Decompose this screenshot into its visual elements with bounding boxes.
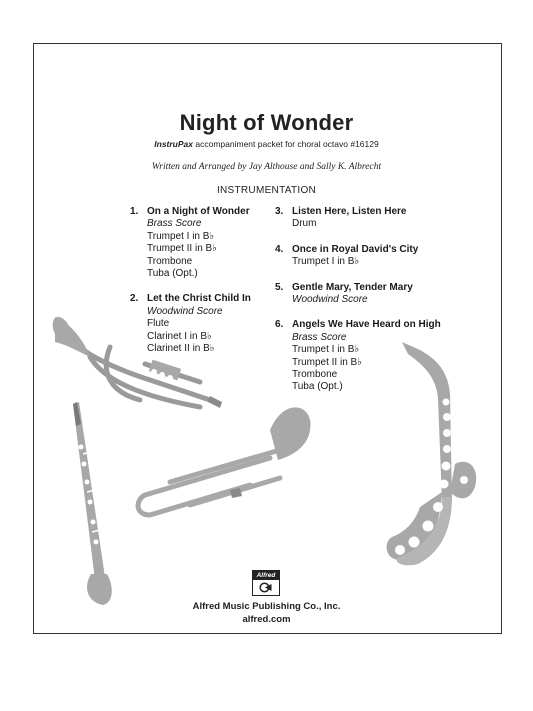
part-item: Trumpet I in B♭ [147, 230, 215, 242]
song-heading [130, 206, 251, 218]
part-item: Trumpet I in B♭ [292, 344, 360, 356]
part-item: Tuba (Opt.) [147, 268, 198, 280]
publisher-url: alfred.com [242, 614, 291, 625]
song-number: 2. [130, 293, 139, 305]
song-entry [130, 206, 251, 280]
song-number: 5. [275, 281, 284, 293]
score-label: Brass Score [147, 218, 202, 230]
subtitle [0, 139, 533, 149]
part-item: Trombone [147, 255, 193, 267]
part-item: Tuba (Opt.) [292, 381, 343, 393]
subtitle-text: accompaniment packet for choral octavo #16129 [193, 139, 379, 149]
song-heading [275, 206, 441, 218]
song-title: Angels We Have Heard on High [292, 319, 441, 331]
part-item: Trumpet II in B♭ [147, 243, 217, 255]
part-item: Clarinet II in B♭ [147, 343, 215, 355]
part-item: Flute [147, 318, 170, 330]
clarinet-icon [65, 402, 120, 607]
part-list [275, 218, 441, 230]
part-item: Trombone [292, 369, 338, 381]
alfred-logo-mark-icon [259, 582, 272, 593]
song-title: On a Night of Wonder [147, 206, 250, 217]
score-label: Brass Score [292, 331, 347, 343]
part-list [275, 256, 441, 268]
subtitle-brand: InstruPax [154, 139, 194, 149]
song-entry [275, 244, 441, 269]
credits: Written and Arranged by Jay Althouse and Sally K. Albrecht [151, 162, 382, 172]
score-label: Woodwind Score [292, 294, 368, 306]
song-number: 6. [275, 319, 284, 331]
part-item: Trumpet II in B♭ [292, 356, 362, 368]
score-label: Woodwind Score [147, 305, 223, 317]
part-list [130, 218, 251, 280]
song-title: Let the Christ Child In [147, 293, 251, 305]
alfred-logo-text: Alfred [253, 571, 279, 580]
part-item: Drum [292, 218, 317, 230]
alfred-logo [252, 570, 280, 596]
song-title: Once in Royal David's City [292, 243, 419, 255]
song-number: 3. [275, 206, 284, 217]
part-list [275, 294, 441, 306]
instrumentation-heading: INSTRUMENTATION [216, 185, 317, 196]
part-item: Trumpet I in B♭ [292, 256, 360, 268]
saxophone-icon [380, 342, 480, 567]
page-title: Night of Wonder [179, 110, 354, 135]
song-title: Listen Here, Listen Here [292, 206, 407, 217]
song-heading [275, 244, 441, 256]
publisher-name: Alfred Music Publishing Co., Inc. [192, 601, 341, 612]
song-number: 1. [130, 206, 139, 217]
part-item: Clarinet I in B♭ [147, 330, 212, 342]
song-heading [275, 319, 441, 331]
song-entry [275, 206, 441, 231]
song-title: Gentle Mary, Tender Mary [292, 281, 413, 293]
song-heading [275, 282, 441, 294]
trombone-icon [130, 400, 315, 520]
song-number: 4. [275, 243, 284, 255]
song-heading [130, 293, 251, 305]
song-entry [275, 282, 441, 307]
